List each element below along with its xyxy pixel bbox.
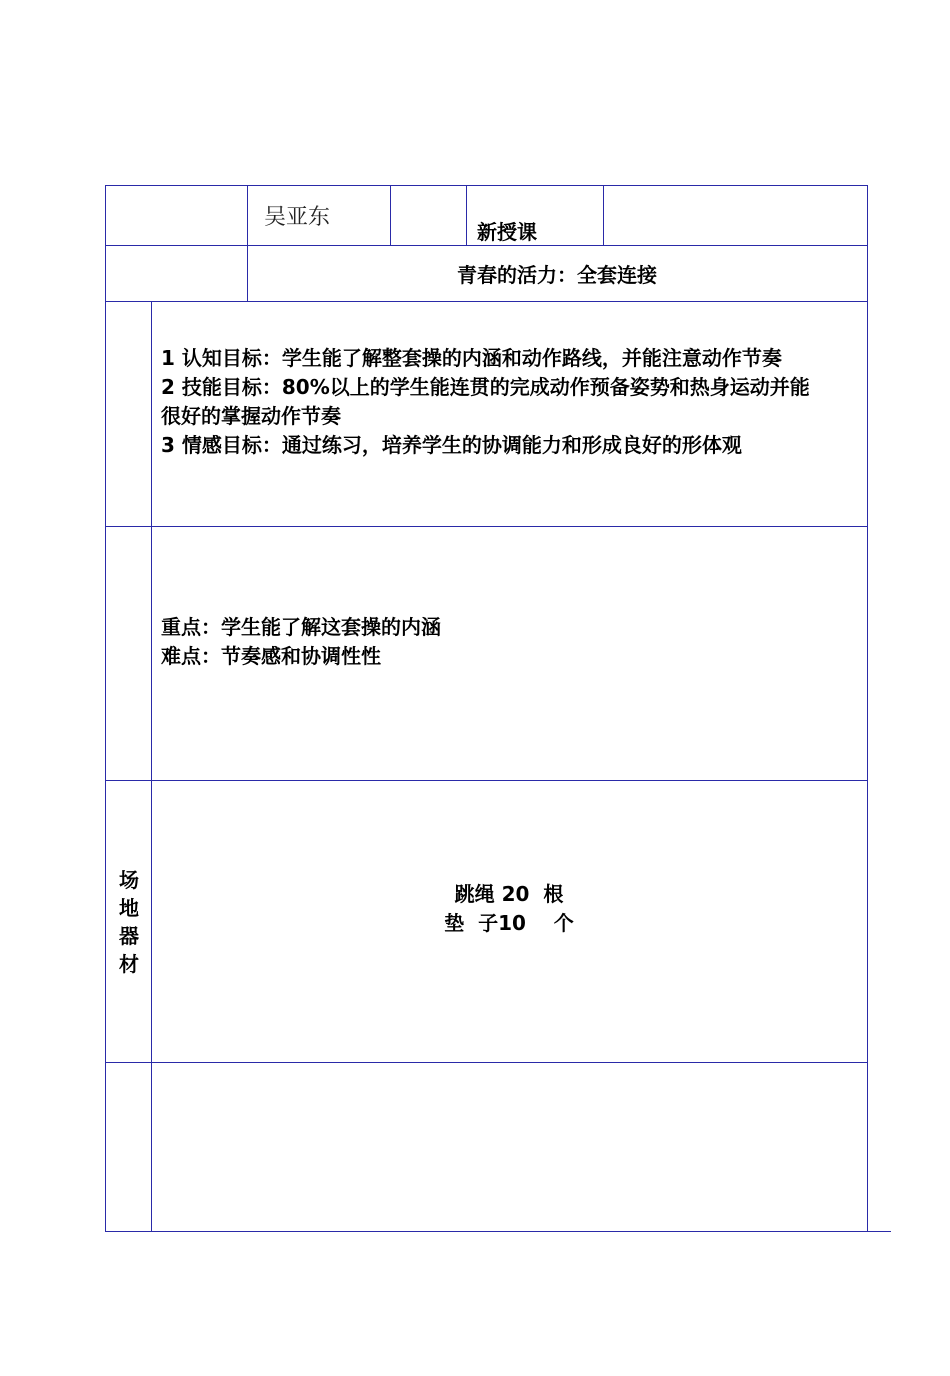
row-divider-4 [105, 780, 868, 781]
equipment-item: 垫 子10 个 [444, 911, 574, 935]
header-col-divider-3 [466, 185, 467, 246]
objective-line: 很好的掌握动作节奏 [161, 404, 341, 428]
venue-equipment-label [108, 866, 150, 978]
difficulty-point: 难点：节奏感和协调性性 [161, 644, 381, 668]
objectives-block [161, 344, 810, 460]
label-col-divider [151, 301, 152, 1232]
objective-line: 2 技能目标：80%以上的学生能连贯的完成动作预备姿势和热身运动并能 [161, 375, 810, 399]
objective-line: 1 认知目标：学生能了解整套操的内涵和动作路线，并能注意动作节奏 [161, 346, 782, 370]
table-border-bottom [105, 1231, 891, 1232]
table-border-top [105, 185, 868, 186]
venue-label-char: 器 [119, 924, 139, 948]
teacher-name: 吴亚东 [264, 205, 331, 230]
objective-line: 3 情感目标：通过练习，培养学生的协调能力和形成良好的形体观 [161, 433, 742, 457]
lesson-type: 新授课 [477, 220, 537, 244]
venue-label-char: 场 [119, 868, 139, 892]
header-col-divider-4 [603, 185, 604, 246]
table-border-right [867, 185, 868, 1232]
equipment-item: 跳绳 20 根 [454, 882, 564, 906]
row-divider-5 [105, 1062, 868, 1063]
venue-label-char: 材 [119, 952, 139, 976]
key-points-block [161, 613, 441, 671]
header-col-divider-2 [390, 185, 391, 246]
equipment-list [152, 880, 866, 938]
venue-label-char: 地 [119, 896, 139, 920]
lesson-title: 青春的活力：全套连接 [457, 263, 657, 287]
row-divider-2 [105, 301, 868, 302]
key-point: 重点：学生能了解这套操的内涵 [161, 615, 441, 639]
table-border-left [105, 185, 106, 1232]
row-divider-3 [105, 526, 868, 527]
